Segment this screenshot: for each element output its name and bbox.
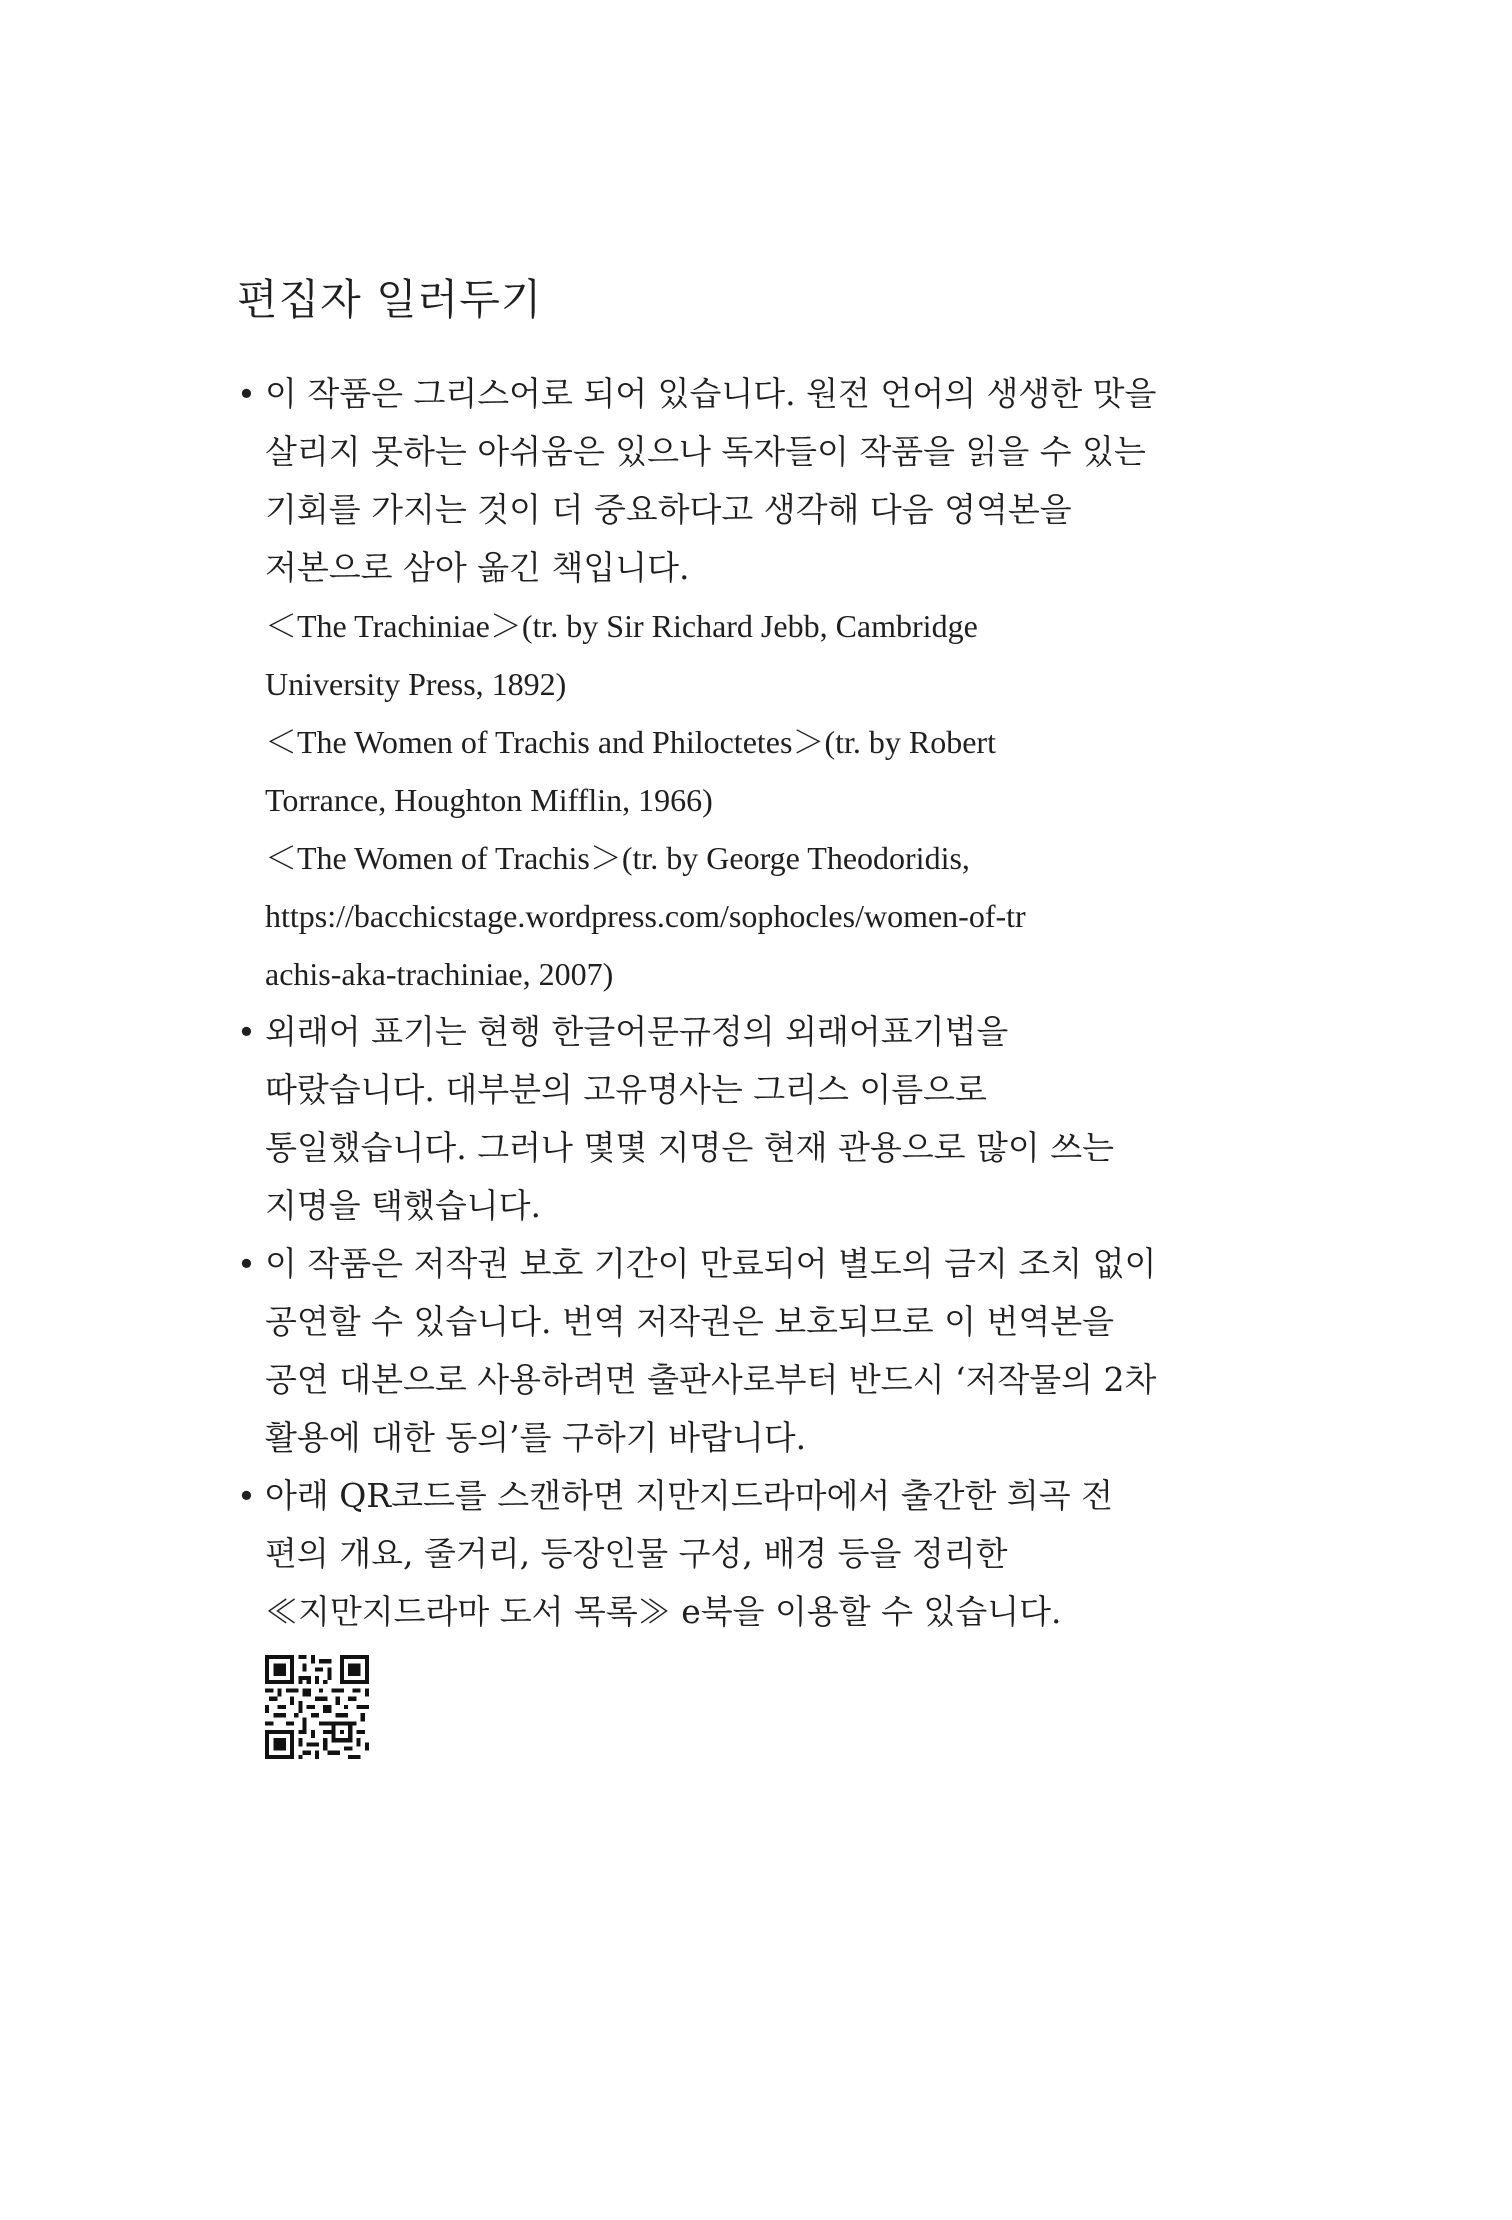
reference-line: ＜The Trachiniae＞(tr. by Sir Richard Jebb, Cambridge (265, 608, 978, 644)
reference-line: ＜The Women of Trachis＞(tr. by George Theodoridis, (265, 840, 970, 876)
note-line: ≪지만지드라마 도서 목록≫ e북을 이용할 수 있습니다. (265, 1592, 1062, 1631)
note-line: 아래 QR코드를 스캔하면 지만지드라마에서 출간한 희곡 전 (265, 1476, 1114, 1515)
note-line: 활용에 대한 동의’를 구하기 바랍니다. (265, 1418, 807, 1457)
note-line: 저본으로 삼아 옮긴 책입니다. (265, 548, 690, 587)
bullet: • (237, 375, 256, 413)
note-item-4 (237, 1467, 1237, 1641)
note-line: 편의 개요, 줄거리, 등장인물 구성, 배경 등을 정리한 (265, 1534, 1008, 1573)
reference-line: University Press, 1892) (265, 666, 567, 702)
note-line: 공연할 수 있습니다. 번역 저작권은 보호되므로 이 번역본을 (265, 1302, 1114, 1341)
bullet: • (237, 1477, 256, 1515)
note-line: 기회를 가지는 것이 더 중요하다고 생각해 다음 영역본을 (265, 490, 1072, 529)
note-line: 살리지 못하는 아쉬움은 있으나 독자들이 작품을 읽을 수 있는 (265, 432, 1146, 471)
bullet: • (237, 1245, 256, 1283)
note-item-2 (237, 1003, 1237, 1235)
note-line: 외래어 표기는 현행 한글어문규정의 외래어표기법을 (265, 1012, 1009, 1051)
note-line: 이 작품은 그리스어로 되어 있습니다. 원전 언어의 생생한 맛을 (265, 374, 1157, 413)
note-line: 따랐습니다. 대부분의 고유명사는 그리스 이름으로 (265, 1070, 987, 1109)
note-item-3 (237, 1235, 1237, 1467)
note-line: 공연 대본으로 사용하려면 출판사로부터 반드시 ‘저작물의 2차 (265, 1360, 1157, 1399)
bullet: • (237, 1013, 256, 1051)
note-line: 지명을 택했습니다. (265, 1186, 542, 1225)
note-item-1 (237, 365, 1237, 1003)
reference-url-line: achis-aka-trachiniae, 2007) (265, 956, 614, 992)
note-line: 이 작품은 저작권 보호 기간이 만료되어 별도의 금지 조치 없이 (265, 1244, 1157, 1283)
page-title: 편집자 일러두기 (237, 275, 543, 324)
reference-url-line: https://bacchicstage.wordpress.com/sophocles/women-of-tr (265, 898, 1026, 934)
reference-line: Torrance, Houghton Mifflin, 1966) (265, 782, 713, 818)
note-line: 통일했습니다. 그러나 몇몇 지명은 현재 관용으로 많이 쓰는 (265, 1128, 1114, 1167)
notes-list (237, 365, 1237, 1641)
qr-code-icon[interactable] (265, 1655, 369, 1759)
reference-line: ＜The Women of Trachis and Philoctetes＞(tr. by Robert (265, 724, 996, 760)
